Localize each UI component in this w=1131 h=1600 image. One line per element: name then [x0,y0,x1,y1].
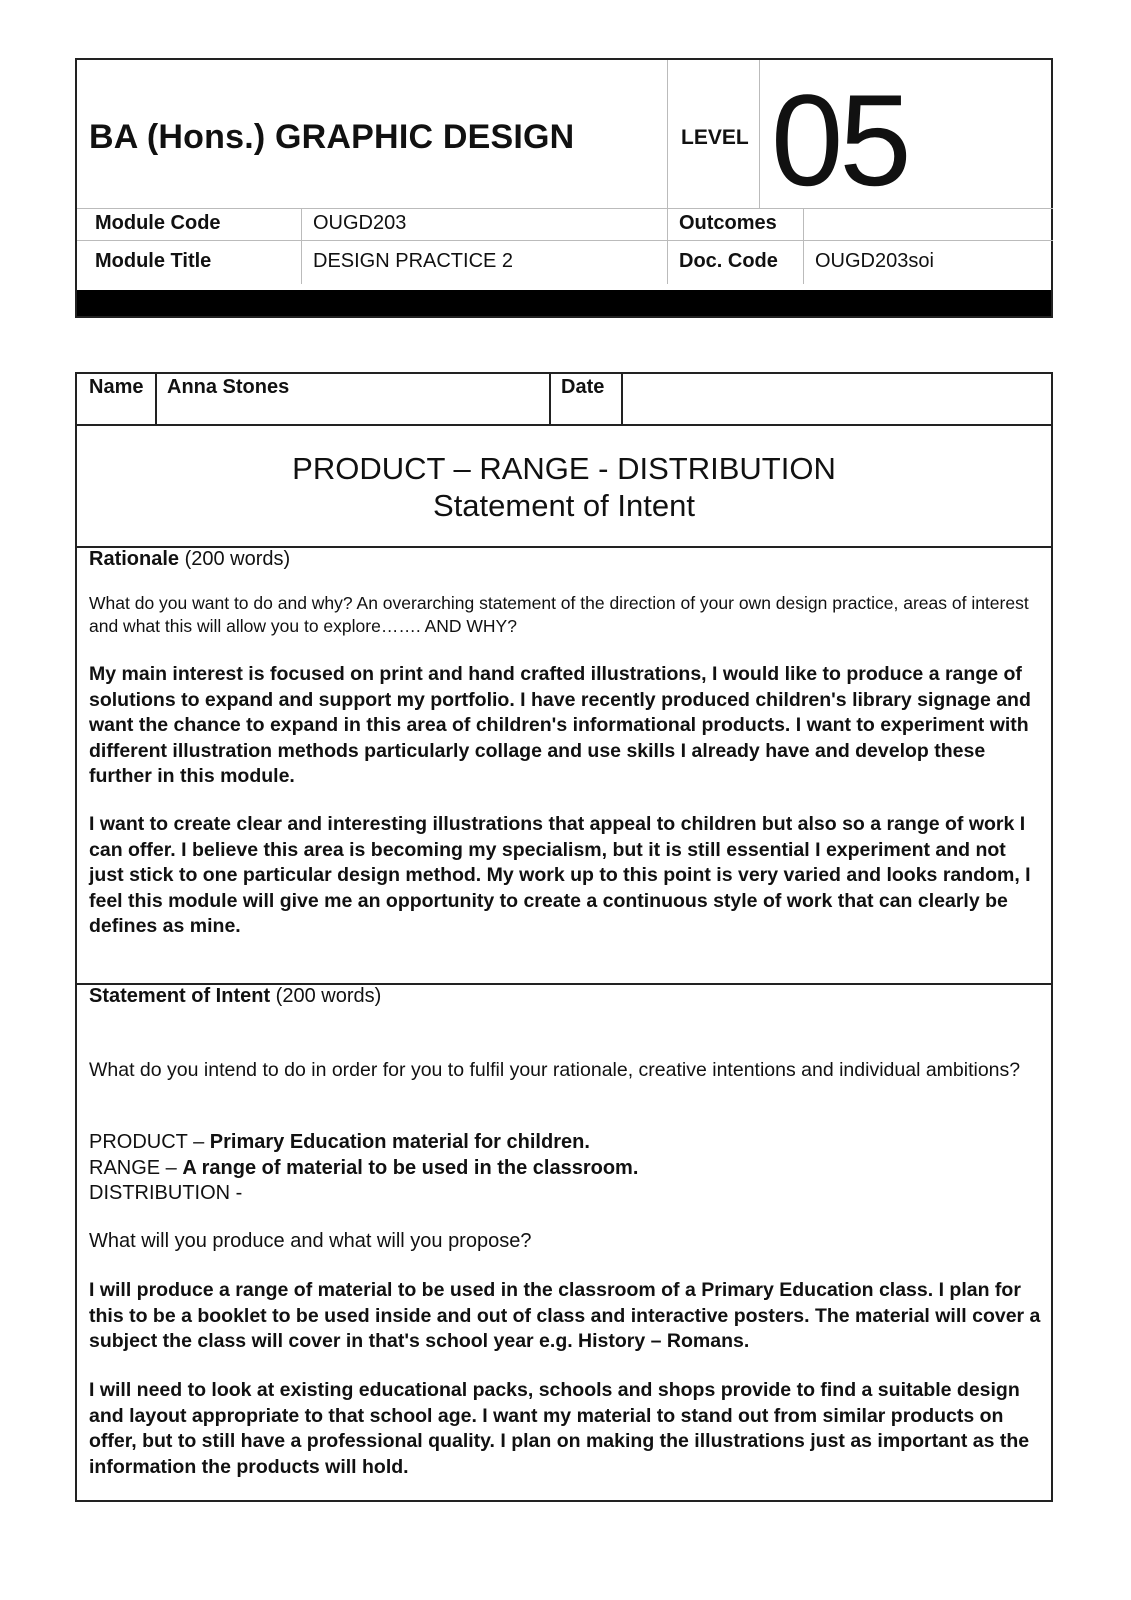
rationale-word-limit: (200 words) [179,548,291,570]
title-line-1: PRODUCT – RANGE - DISTRIBUTION [292,451,836,486]
divider [77,424,1053,426]
outcomes-label: Outcomes [679,212,777,234]
module-header [75,58,1053,318]
divider [77,240,1053,241]
statement-form [75,372,1053,1502]
statement-paragraph-1: I will produce a range of material to be used in the classroom of a Primary Education class. I plan for this to be a booklet to be used inside and out of class and interactive posters. The material will cover a subject the class will cover in that's school year e.g. History – Romans. [89,1279,1041,1352]
rationale-paragraph-2: I want to create clear and interesting illustrations that appeal to children but also so a range of work I can offer. I believe this area is becoming my specialism, but it is still essential I experiment and not just stick to one particular design method. My work up to this point is very varied and looks random, I feel this module will give me an opportunity to create a continuous style of work that can clearly be defines as mine. [89,813,1031,937]
doc-code: OUGD203soi [815,250,934,272]
title-line-2: Statement of Intent [433,488,695,523]
statement-prompt-2: What will you produce and what will you propose? [89,1230,532,1252]
rationale-paragraph-1: My main interest is focused on print and hand crafted illustrations, I would like to produce a range of solutions to expand and support my portfolio. I have recently produced children's library signage and want the chance to expand in this area of children's informational products. I want to experiment with different illustration methods particularly collage and use skills I already have and develop these further in this module. [89,663,1031,787]
statement-prompt: What do you intend to do in order for you to fulfil your rationale, creative intentions and individual ambitions? [89,1059,1021,1081]
divider [155,374,157,424]
module-code: OUGD203 [313,212,407,234]
rationale-prompt: What do you want to do and why? An overarching statement of the direction of your own design practice, areas of interest and what this will allow you to explore……. AND WHY? [89,593,1029,636]
rationale-heading [89,548,290,571]
product-value: Primary Education material for children. [209,1131,590,1153]
program-title: BA (Hons.) GRAPHIC DESIGN [89,118,575,156]
statement-word-limit: (200 words) [270,985,382,1007]
divider [301,208,302,284]
statement-heading [89,985,381,1008]
statement-heading-label: Statement of Intent [89,985,271,1007]
level-number: 05 [771,67,908,213]
divider [549,374,551,424]
module-title: DESIGN PRACTICE 2 [313,250,514,272]
divider [621,374,623,424]
distribution-line [89,1180,242,1206]
range-value: A range of material to be used in the classroom. [182,1157,639,1179]
statement-paragraph-2: I will need to look at existing educational packs, schools and shops provide to find a suitable design and layout appropriate to that school age. I want my material to stand out from similar products on offer, but to still have a professional quality. I plan on making the illustrations just as important as the information the products will hold. [89,1379,1030,1478]
module-title-label: Module Title [95,250,212,272]
divider [759,60,760,208]
rationale-heading-label: Rationale [89,548,180,570]
range-line [89,1155,638,1181]
range-label: RANGE – [89,1157,183,1179]
product-label: PRODUCT – [89,1131,210,1153]
product-line [89,1129,590,1155]
student-name: Anna Stones [167,376,290,398]
header-bar [77,290,1051,316]
level-label: LEVEL [681,126,749,149]
divider [667,60,668,284]
doc-code-label: Doc. Code [679,250,778,272]
document-title [77,450,1051,524]
module-code-label: Module Code [95,212,221,234]
name-label: Name [89,376,144,398]
distribution-label: DISTRIBUTION - [89,1182,243,1204]
divider [803,208,804,284]
date-label: Date [561,376,605,398]
